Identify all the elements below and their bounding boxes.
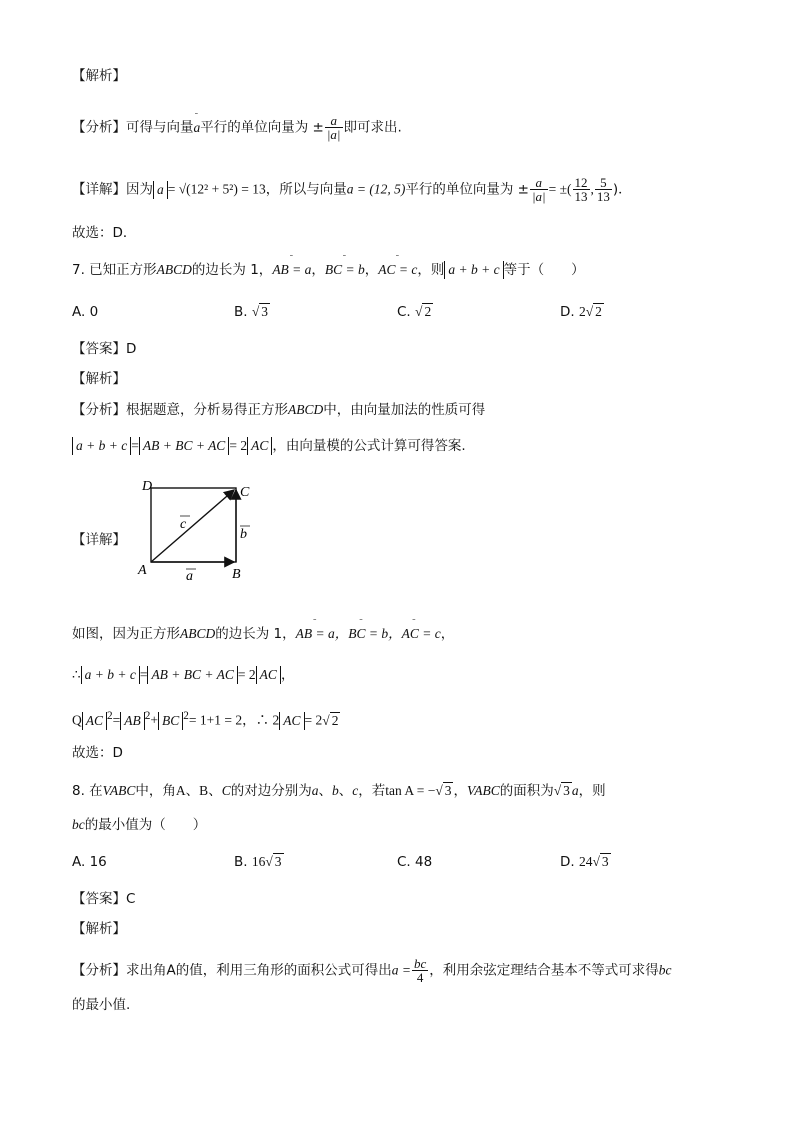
q8-option-d — [560, 852, 611, 872]
frac-num: a — [330, 113, 337, 128]
abs-ab: AB — [120, 712, 145, 730]
q8-stem-h: 的最小值为（ ） — [84, 817, 207, 833]
frac-den: |a| — [326, 127, 341, 142]
sep: 、 — [208, 783, 222, 799]
l1-b: 的边长为 1， — [215, 626, 296, 642]
radicand: 3 — [601, 854, 609, 869]
fenxi-tag: 【分析】 — [72, 119, 126, 136]
label-vec-c: c — [180, 517, 187, 532]
radicand: 3 — [261, 304, 269, 319]
sqrt: √ 3 — [435, 783, 452, 798]
q8-stem-f: 的面积为 — [499, 783, 554, 799]
unit-frac-2 — [530, 176, 548, 203]
l1-a: 如图，因为正方形 — [72, 626, 180, 642]
xiangjie-end: )． — [612, 181, 632, 198]
q8-stem-c: 的对边分别为 — [230, 783, 312, 799]
xiangjie-tag: 【详解】 — [72, 181, 126, 198]
q8-option-c: C. 48 — [397, 854, 433, 870]
q8-option-b — [234, 852, 284, 872]
vector-a: ˉ a — [194, 118, 201, 138]
angle-a: A — [175, 783, 186, 798]
plus: + — [150, 712, 159, 728]
vector-hats — [180, 516, 250, 569]
fenxi-tag: 【分析】 — [72, 402, 126, 418]
l3-rest: = 1+1 = 2，∴ 2 — [188, 712, 280, 728]
frac-den: 13 — [596, 189, 610, 204]
therefore: ∴ — [72, 667, 81, 682]
sqrt: √ 2 — [322, 712, 339, 728]
q7-option-a: A. 0 — [72, 304, 99, 320]
fenxi-tag: 【分析】 — [72, 962, 126, 979]
abs-ac: AC — [256, 666, 281, 684]
side-a: a — [311, 783, 319, 798]
q7-answer: 【答案】D — [72, 341, 137, 357]
radicand: 3 — [563, 783, 570, 798]
label-c: C — [240, 485, 250, 500]
fenxi-line-1 — [72, 114, 402, 141]
sqrt: √ 3 — [553, 783, 570, 798]
tan-expr: tan A = − — [385, 783, 436, 798]
abs-vector-sum: AB + BC + AC — [139, 437, 229, 455]
opt-label: B. — [234, 854, 248, 870]
vec-ac: ˉ ，AC = c — [388, 624, 441, 644]
triangle-abc: VABC — [466, 783, 500, 798]
sqrt: 2√ 2 — [578, 304, 602, 319]
vector-c-arrow — [151, 490, 234, 562]
q7-jiexi: 【解析】 — [72, 371, 126, 387]
abs-ac: AC — [247, 437, 272, 455]
sep: ， — [453, 783, 467, 799]
q7-guxuan: 故选：D — [72, 745, 123, 761]
coef: 16 — [251, 854, 266, 869]
q7-stem — [72, 260, 585, 280]
angle-c: C — [221, 783, 231, 798]
comma: , — [590, 181, 594, 197]
opt-label: D. — [560, 304, 575, 320]
sep: ， — [364, 262, 379, 278]
q7-detail-3 — [72, 706, 340, 731]
eq: = 2 — [229, 438, 248, 453]
q8-jiexi: 【解析】 — [72, 921, 126, 937]
coef: 24 — [578, 854, 593, 869]
fenxi-text2: ，利用余弦定理结合基本不等式可求得 — [429, 962, 659, 979]
q8-fenxi — [72, 957, 672, 984]
bc: bc — [658, 962, 672, 978]
square: 2 — [183, 710, 189, 722]
q7-fenxi-eq: a + b + c = AB + BC + AC = 2 AC ，由向量模的公式计算可得答案. — [72, 436, 466, 456]
fenxi-text: 可得与向量 — [126, 119, 194, 136]
angle-b: B — [199, 783, 209, 798]
l2-end: ， — [280, 667, 295, 683]
q7-detail-1 — [72, 624, 454, 644]
q8-option-a: A. 16 — [72, 854, 107, 870]
q8-fenxi-end: 的最小值. — [72, 997, 131, 1013]
abs-ac: AC — [279, 712, 304, 730]
sqrt: √ 3 — [251, 304, 269, 319]
xiangjie-b: ，所以与向量 — [265, 181, 347, 198]
side-b: b — [331, 783, 339, 798]
frac-5-13 — [595, 176, 612, 203]
magnitude-eq: = √(12² + 5²) = 13 — [167, 181, 266, 197]
q8-stem-2 — [72, 815, 206, 835]
abs-sum: a + b + c — [72, 437, 131, 455]
square-abcd: ABCD — [180, 626, 216, 641]
unit-vector-fraction — [325, 114, 343, 141]
sep: 、 — [338, 783, 353, 799]
fenxi-end: ，由向量模的公式计算可得答案. — [272, 438, 466, 454]
vec-bc: ˉ ，BC = b — [335, 624, 388, 644]
vec-ab: ˉ AB = a — [272, 260, 311, 280]
eq: = 2 — [237, 667, 256, 682]
opt-label: C. — [397, 304, 411, 320]
frac-num: 12 — [574, 175, 588, 190]
q8-stem-g: ，则 — [578, 783, 606, 799]
q7-option-b — [234, 302, 270, 322]
radicand: 3 — [274, 854, 282, 869]
radicand: 3 — [444, 783, 452, 798]
abs-bc: BC — [158, 712, 183, 730]
label-b: B — [232, 567, 241, 582]
sqrt: 24√ 3 — [578, 854, 609, 869]
eq: = — [139, 667, 148, 682]
opt-label: D. — [560, 854, 575, 870]
q7-stem-c: ，则 — [417, 262, 445, 278]
jiexi-heading-1: 【解析】 — [72, 68, 126, 84]
fenxi-text2: 平行的单位向量为 ± — [200, 119, 324, 136]
radicand: 2 — [595, 304, 602, 319]
sqrt: 16√ 3 — [251, 854, 282, 869]
frac-den: 4 — [412, 970, 428, 984]
sep: 、 — [318, 783, 332, 799]
sep: 、 — [185, 783, 200, 799]
because: Q — [72, 712, 82, 728]
q8-stem-a: 8. 在 — [72, 783, 103, 799]
q7-stem-d: 等于（ ） — [503, 262, 585, 278]
abs-sum: a + b + c — [444, 261, 503, 279]
label-a: A — [138, 563, 147, 578]
square-abcd: ABCD — [156, 262, 192, 277]
q8-stem-b: 中，角 — [135, 783, 176, 799]
fenxi-text: 求出角A的值，利用三角形的面积公式可得出 — [126, 962, 392, 979]
xiangjie-a: 因为 — [126, 181, 153, 198]
vec-ac: ˉ AC = c — [378, 260, 417, 280]
q7-detail-2 — [72, 665, 294, 685]
radicand: 2 — [424, 304, 432, 319]
vec-bc: ˉ BC = b — [325, 260, 365, 280]
square-abcd: ABCD — [288, 402, 324, 417]
abs-ac: AC — [82, 712, 107, 730]
a-eq: a = — [391, 962, 411, 978]
q8-stem-d: ，若 — [358, 783, 386, 799]
q7-option-d — [560, 302, 604, 322]
sqrt: √ 2 — [415, 304, 432, 319]
abs-sum: a + b + c — [81, 666, 140, 684]
abs-a: a — [153, 181, 168, 199]
q7-fenxi — [72, 400, 485, 420]
label-vec-a: a — [186, 569, 193, 584]
square: 2 — [144, 710, 151, 722]
xiangjie-line-1 — [72, 176, 632, 203]
q7-xiangjie-tag: 【详解】 — [72, 532, 126, 548]
l1-end: ， — [440, 626, 455, 642]
eq: = — [112, 712, 121, 728]
frac-den: 13 — [574, 189, 588, 204]
frac-den: |a| — [531, 189, 546, 204]
triangle-abc: VABC — [102, 783, 136, 798]
frac-num: a — [535, 175, 543, 190]
vector-a-value: a = (12, 5) — [346, 181, 406, 197]
square-diagram — [140, 476, 260, 586]
sep: ， — [311, 262, 325, 278]
q7-option-c — [397, 302, 433, 322]
fenxi-text2: 中，由向量加法的性质可得 — [323, 402, 486, 418]
side-a: a — [571, 783, 579, 798]
xiangjie-c: 平行的单位向量为 ± — [405, 181, 529, 198]
abs-vector-sum: AB + BC + AC — [147, 666, 237, 684]
radicand: 2 — [331, 712, 339, 728]
square: 2 — [107, 710, 113, 722]
q8-stem-1 — [72, 781, 606, 801]
label-d: D — [142, 479, 153, 494]
frac-bc-4 — [412, 957, 428, 984]
frac-12-13 — [573, 176, 590, 203]
opt-label: B. — [234, 304, 248, 320]
side-c: c — [352, 783, 359, 798]
eq: = 2 — [304, 712, 323, 728]
q8-answer: 【答案】C — [72, 891, 136, 907]
coef: 2 — [578, 304, 586, 319]
fenxi-end: 即可求出. — [343, 119, 402, 136]
frac-num: 5 — [600, 175, 607, 190]
vec-ab: ˉ AB = a — [296, 624, 335, 644]
bc: bc — [72, 817, 85, 832]
frac-num: bc — [414, 956, 427, 971]
guxuan-1: 故选：D． — [72, 225, 137, 241]
q7-stem-a: 7. 已知正方形 — [72, 262, 157, 278]
q7-stem-b: 的边长为 1， — [191, 262, 273, 278]
fenxi-text: 根据题意，分析易得正方形 — [126, 402, 288, 418]
xiangjie-d: = ±( — [548, 181, 572, 197]
label-vec-b: b — [240, 527, 247, 542]
